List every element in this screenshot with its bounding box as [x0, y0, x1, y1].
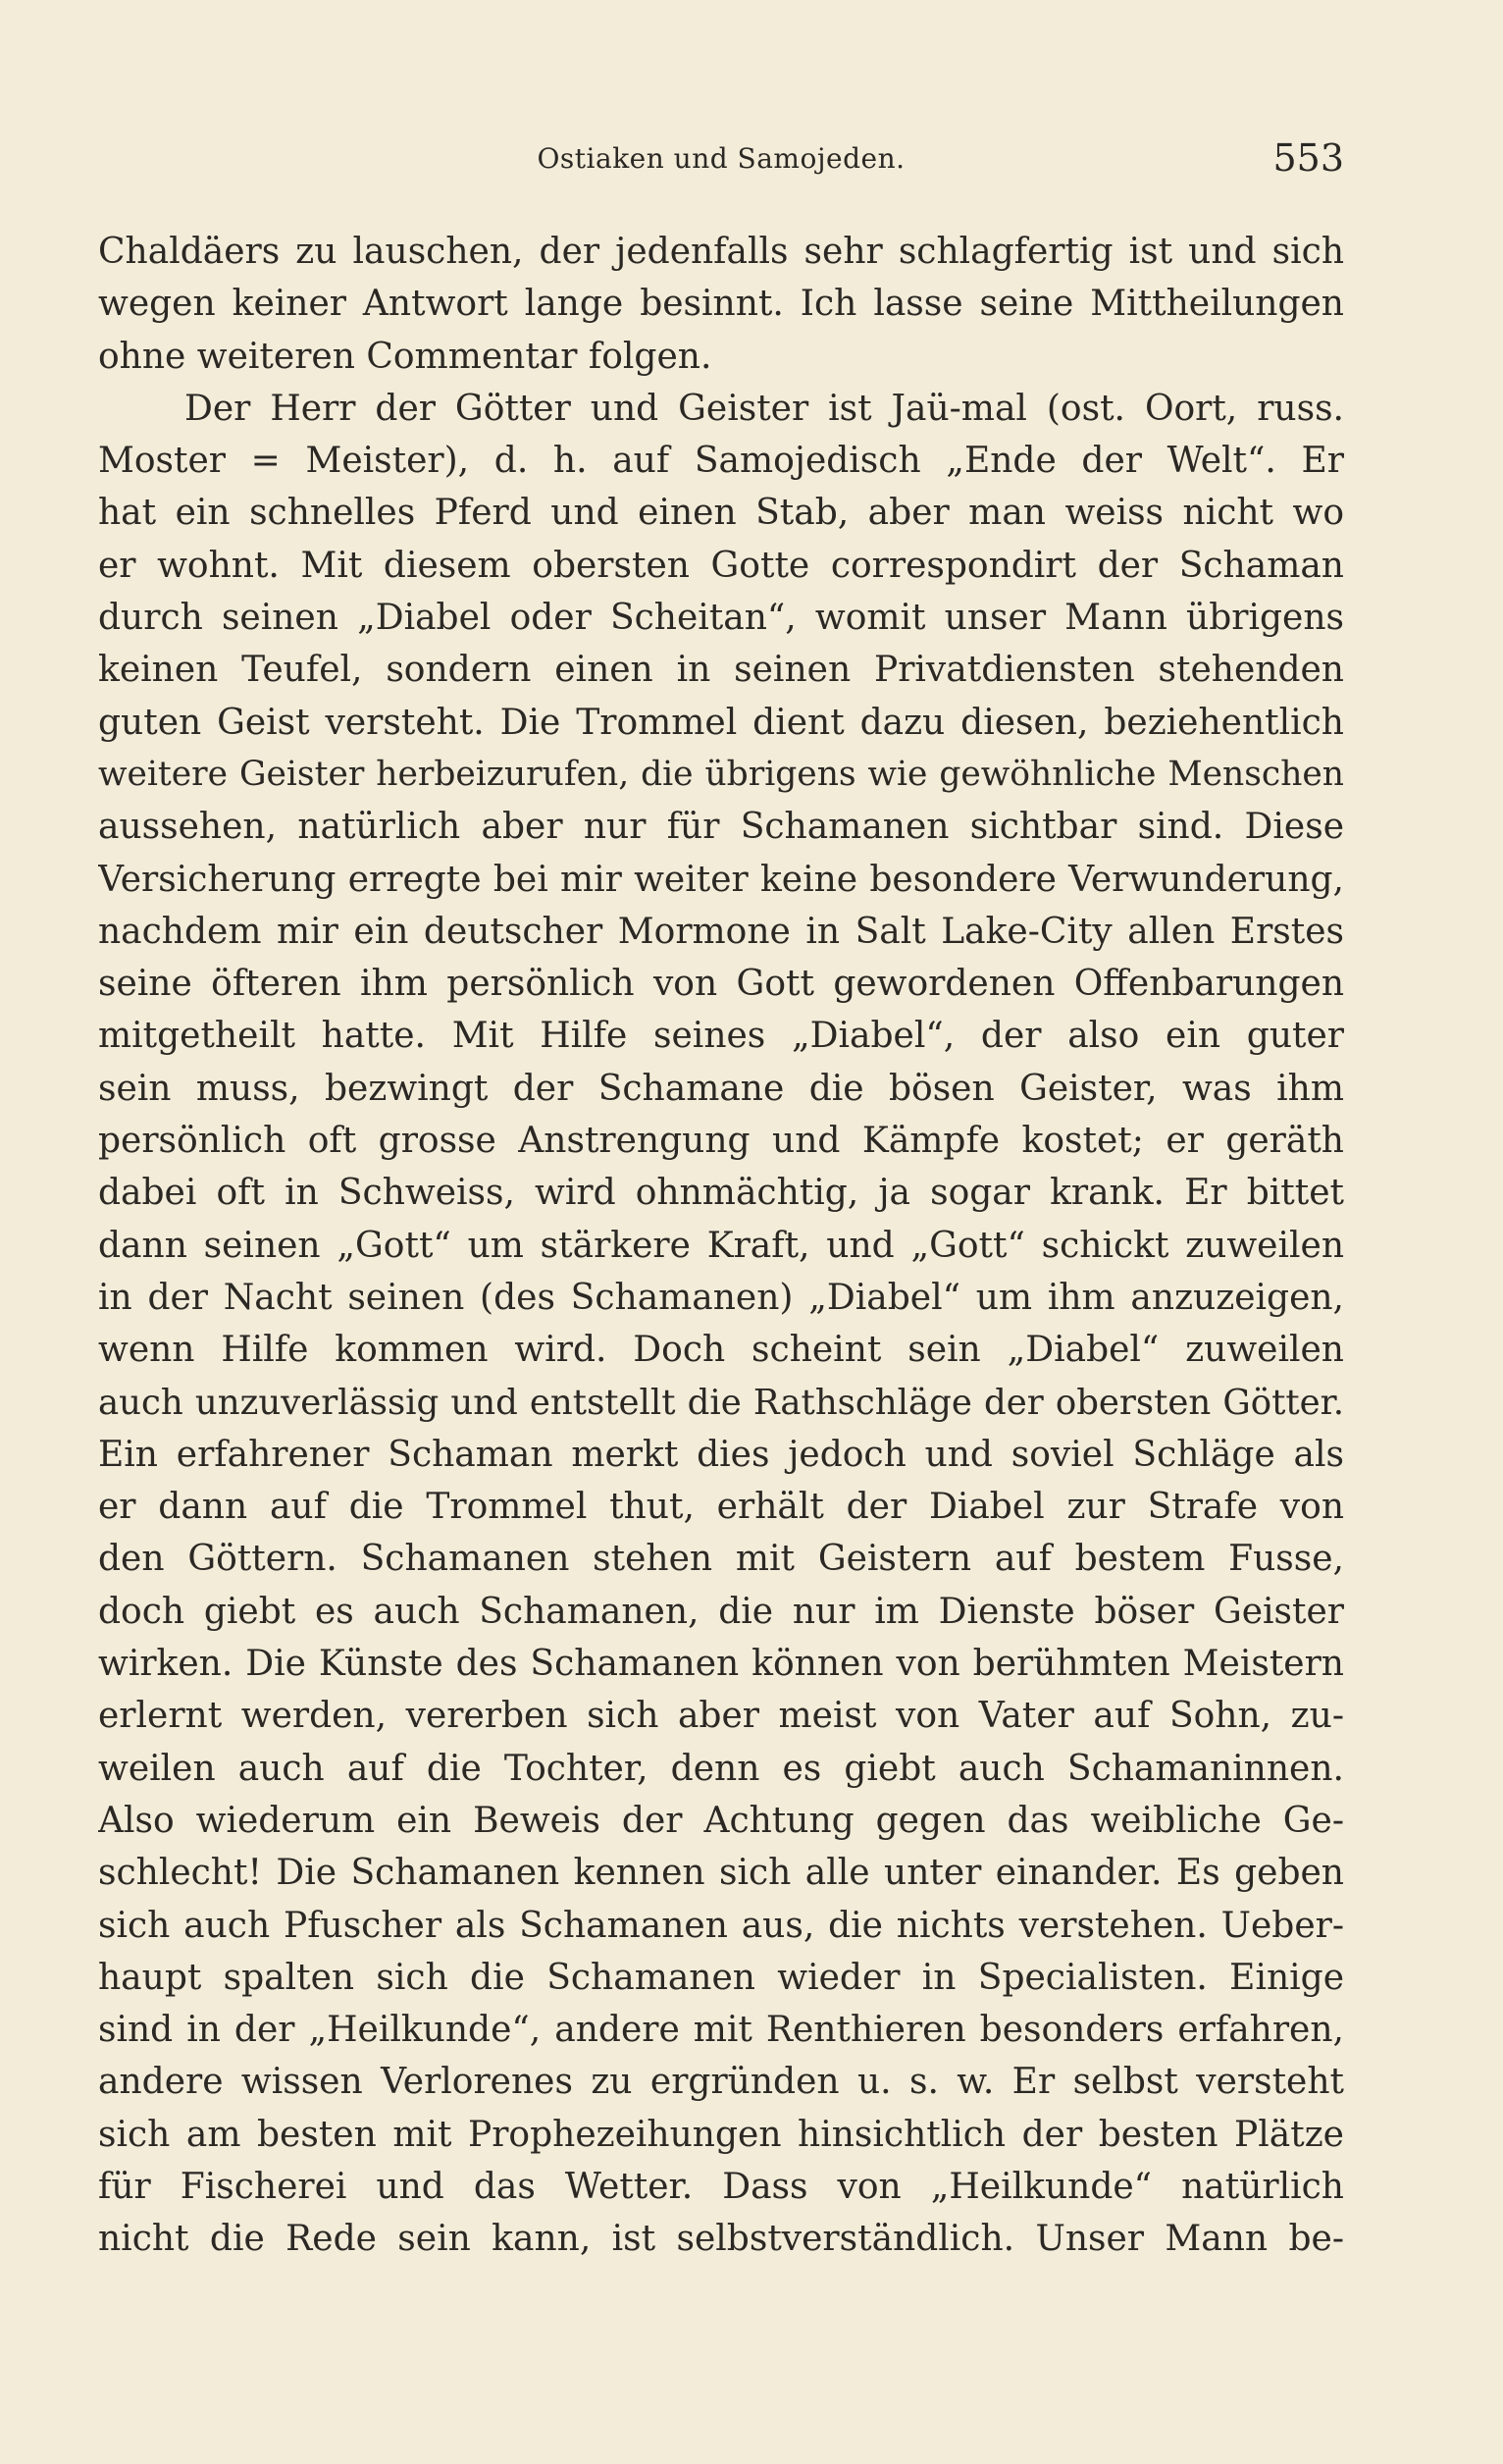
text-line: Versicherung erregte bei mir weiter keine besondere Verwunderung, — [98, 859, 1344, 900]
text-line: Chaldäers zu lauschen, der jedenfalls sehr schlagfertig ist und sich — [98, 232, 1344, 272]
text-line: mitgetheilt hatte. Mit Hilfe seines „Diabel“, der also ein guter — [98, 1016, 1344, 1057]
text-line: wirken. Die Künste des Schamanen können von berühmten Meistern — [98, 1644, 1344, 1685]
text-line: Der Herr der Götter und Geister ist Jaü-mal (ost. Oort, russ. — [184, 388, 1344, 429]
text-line: wegen keiner Antwort lange besinnt. Ich lasse seine Mittheilungen — [98, 284, 1344, 325]
text-line: erlernt werden, vererben sich aber meist von Vater auf Sohn, zu- — [98, 1696, 1344, 1737]
page-number: 553 — [1272, 136, 1344, 180]
text-line: keinen Teufel, sondern einen in seinen Privatdiensten stehenden — [98, 650, 1344, 691]
text-line: schlecht! Die Schamanen kennen sich alle unter einander. Es geben — [98, 1853, 1344, 1894]
text-line: dabei oft in Schweiss, wird ohnmächtig, ja sogar krank. Er bittet — [98, 1173, 1344, 1214]
text-line: sein muss, bezwingt der Schamane die bösen Geister, was ihm — [98, 1068, 1344, 1109]
text-line: er dann auf die Trommel thut, erhält der Diabel zur Strafe von — [98, 1487, 1344, 1528]
text-line: doch giebt es auch Schamanen, die nur im Dienste böser Geister — [98, 1591, 1344, 1632]
text-line: in der Nacht seinen (des Schamanen) „Diabel“ um ihm anzuzeigen, — [98, 1277, 1344, 1318]
text-line: er wohnt. Mit diesem obersten Gotte correspondirt der Schaman — [98, 545, 1344, 586]
text-line: durch seinen „Diabel oder Scheitan“, womit unser Mann übrigens — [98, 598, 1344, 639]
text-line: persönlich oft grosse Anstrengung und Kämpfe kostet; er geräth — [98, 1121, 1344, 1162]
text-line: auch unzuverlässig und entstellt die Rathschläge der obersten Götter. — [98, 1382, 1344, 1423]
text-line: aussehen, natürlich aber nur für Schamanen sichtbar sind. Diese — [98, 807, 1344, 848]
running-title: Ostiaken und Samojeden. — [537, 142, 906, 175]
text-line: nicht die Rede sein kann, ist selbstverständlich. Unser Mann be- — [98, 2219, 1344, 2260]
text-line: seine öfteren ihm persönlich von Gott gewordenen Offenbarungen — [98, 964, 1344, 1005]
body-text — [98, 226, 1344, 2266]
text-line: für Fischerei und das Wetter. Dass von „Heilkunde“ natürlich — [98, 2166, 1344, 2207]
text-line: weitere Geister herbeizurufen, die übrigens wie gewöhnliche Menschen — [98, 754, 1344, 794]
text-line: Ein erfahrener Schaman merkt dies jedoch und soviel Schläge als — [98, 1434, 1344, 1475]
text-line: andere wissen Verlorenes zu ergründen u. s. w. Er selbst versteht — [98, 2062, 1344, 2103]
text-line: den Göttern. Schamanen stehen mit Geistern auf bestem Fusse, — [98, 1539, 1344, 1580]
text-line: nachdem mir ein deutscher Mormone in Salt Lake-City allen Erstes — [98, 911, 1344, 952]
text-line: wenn Hilfe kommen wird. Doch scheint sein „Diabel“ zuweilen — [98, 1330, 1344, 1371]
text-line: weilen auch auf die Tochter, denn es giebt auch Schamaninnen. — [98, 1748, 1344, 1789]
text-line: Moster = Meister), d. h. auf Samojedisch „Ende der Welt“. Er — [98, 441, 1344, 482]
text-line: Also wiederum ein Beweis der Achtung gegen das weibliche Ge- — [98, 1800, 1344, 1841]
running-head — [98, 132, 1344, 182]
text-line: dann seinen „Gott“ um stärkere Kraft, und „Gott“ schickt zuweilen — [98, 1225, 1344, 1266]
text-line: haupt spalten sich die Schamanen wieder in Specialisten. Einige — [98, 1957, 1344, 1998]
text-line: sich am besten mit Prophezeihungen hinsichtlich der besten Plätze — [98, 2114, 1344, 2155]
text-line: sind in der „Heilkunde“, andere mit Renthieren besonders erfahren, — [98, 2010, 1344, 2051]
text-line: ohne weiteren Commentar folgen. — [98, 336, 712, 377]
text-line: guten Geist versteht. Die Trommel dient dazu diesen, beziehentlich — [98, 702, 1344, 743]
text-line: sich auch Pfuscher als Schamanen aus, die nichts verstehen. Ueber- — [98, 1905, 1344, 1946]
text-line: hat ein schnelles Pferd und einen Stab, aber man weiss nicht wo — [98, 493, 1344, 534]
